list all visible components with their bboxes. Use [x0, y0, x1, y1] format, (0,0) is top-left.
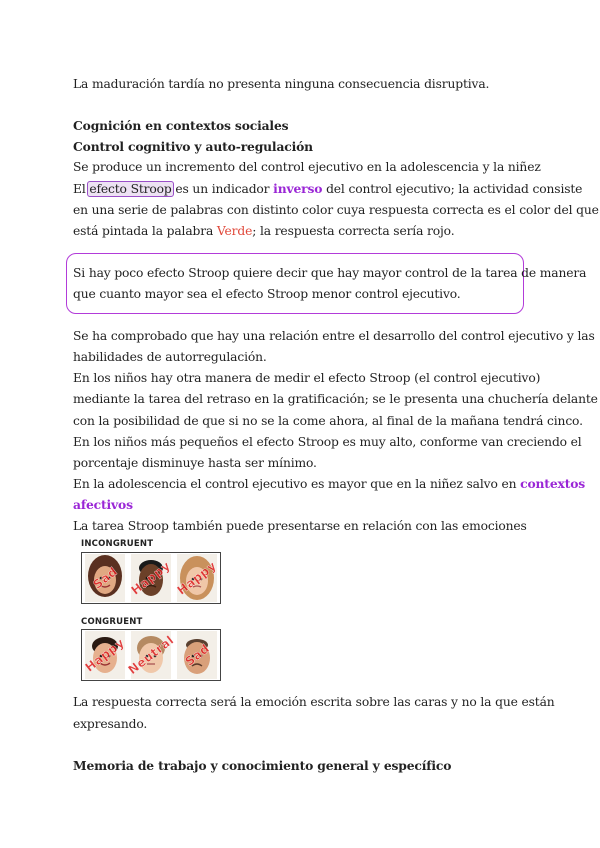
face-image: [82, 631, 128, 679]
text: ; la respuesta correcta sería rojo.: [252, 224, 455, 238]
red-word: Verde: [216, 224, 253, 238]
paragraph: en una serie de palabras con distinto color cuya respuesta correcta es el color del que: [73, 203, 599, 217]
face-image: [85, 554, 125, 602]
face-image: [128, 554, 174, 602]
emotion-word: Sad: [90, 564, 120, 592]
annotation-box: [66, 253, 524, 314]
paragraph-line: [73, 476, 585, 492]
highlighted-term: efecto Stroop: [89, 182, 172, 196]
face-image: [125, 631, 177, 679]
paragraph: Se ha comprobado que hay una relación entre el desarrollo del control ejecutivo y las: [73, 329, 595, 343]
face-row-incongruent: [81, 552, 221, 604]
text: está pintada la palabra: [73, 224, 214, 238]
paragraph: La maduración tardía no presenta ninguna consecuencia disruptiva.: [73, 77, 490, 91]
emotion-word: Happy: [82, 635, 128, 675]
paragraph: con la posibilidad de que si no se la come ahora, al final de la mañana tendrá cinco.: [73, 414, 583, 428]
face-image: [174, 554, 220, 602]
paragraph: porcentaje disminuye hasta ser mínimo.: [73, 456, 317, 470]
paragraph: La respuesta correcta será la emoción escrita sobre las caras y no la que están: [73, 695, 555, 709]
subsection-heading: Control cognitivo y auto-regulación: [73, 139, 313, 154]
figure-label-congruent: CONGRUENT: [81, 617, 143, 627]
emotion-word: Happy: [174, 558, 220, 598]
emphasis-term: inverso: [273, 181, 323, 196]
face-row-congruent: [81, 629, 221, 681]
paragraph: En los niños hay otra manera de medir el efecto Stroop (el control ejecutivo): [73, 371, 541, 385]
section-heading: Cognición en contextos sociales: [73, 118, 289, 133]
box-text: que cuanto mayor sea el efecto Stroop menor control ejecutivo.: [73, 287, 461, 301]
emphasis-term: afectivos: [73, 497, 133, 512]
paragraph: En los niños más pequeños el efecto Stroop es muy alto, conforme van creciendo el: [73, 435, 582, 449]
text: del control ejecutivo; la actividad consiste: [326, 182, 583, 196]
paragraph: expresando.: [73, 717, 148, 731]
face-image: [177, 631, 217, 679]
paragraph-line: [73, 181, 582, 197]
emotion-word: Sad: [182, 641, 212, 669]
box-text: Si hay poco efecto Stroop quiere decir que hay mayor control de la tarea de manera: [73, 266, 587, 280]
paragraph: habilidades de autorregulación.: [73, 350, 267, 364]
paragraph: Se produce un incremento del control ejecutivo en la adolescencia y la niñez: [73, 160, 541, 174]
text: En la adolescencia el control ejecutivo es mayor que en la niñez salvo en: [73, 477, 517, 491]
text: El: [73, 182, 86, 196]
section-heading: Memoria de trabajo y conocimiento general y específico: [73, 758, 452, 773]
figure-label-incongruent: INCONGRUENT: [81, 539, 154, 549]
paragraph: mediante la tarea del retraso en la gratificación; se le presenta una chuchería delante: [73, 392, 598, 406]
emotion-word: Happy: [128, 558, 174, 598]
paragraph-line: [73, 223, 454, 239]
paragraph: La tarea Stroop también puede presentarse en relación con las emociones: [73, 519, 527, 533]
emotion-word: Neutral: [125, 632, 177, 678]
emphasis-term: contextos: [520, 476, 586, 491]
text: es un indicador: [175, 182, 270, 196]
